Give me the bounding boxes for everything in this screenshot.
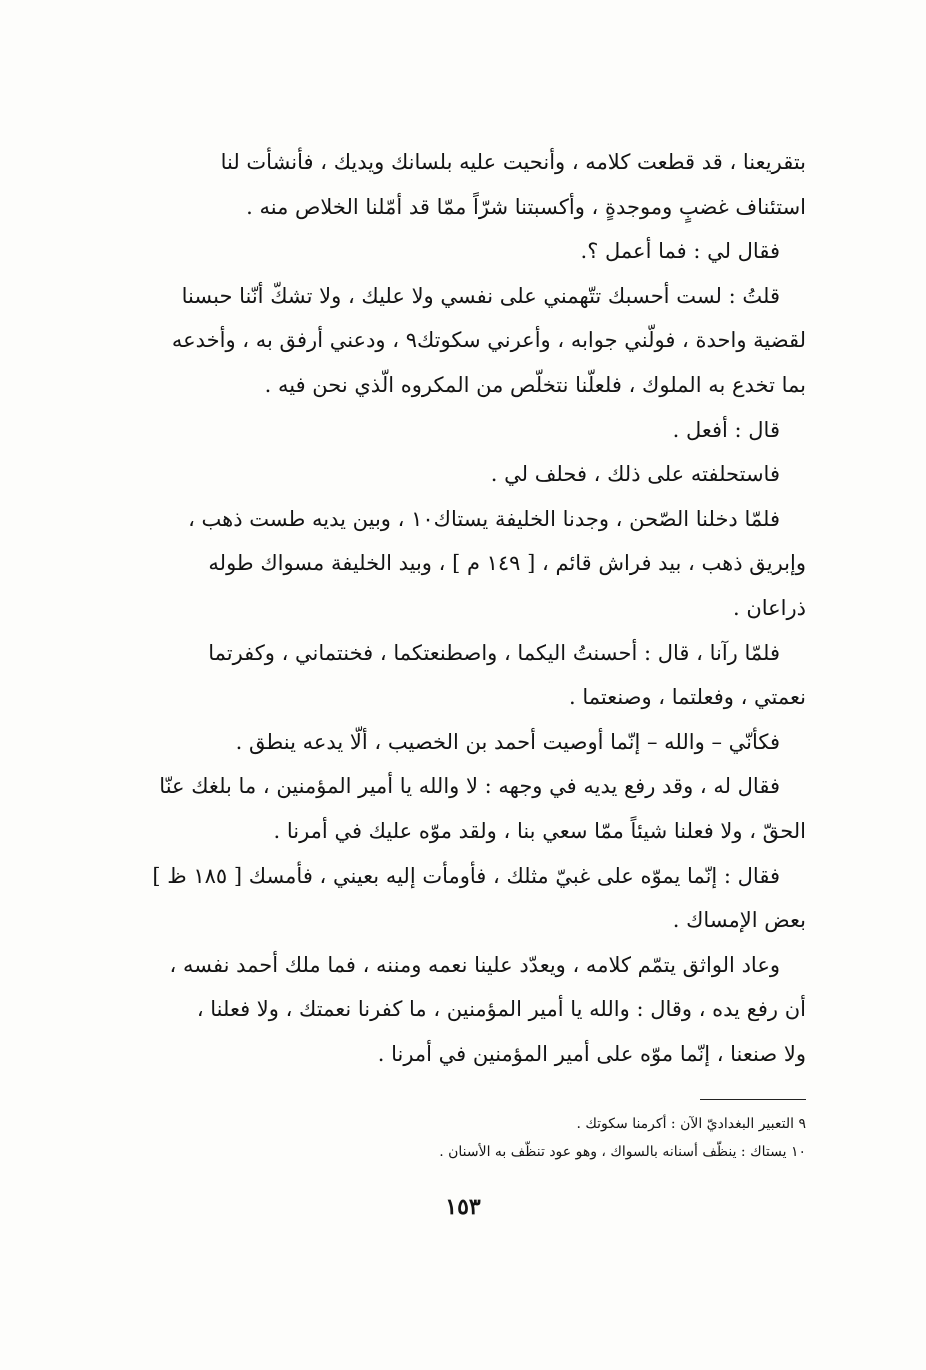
text-line: قال : أفعل . [672,417,780,442]
text-line: فلمّا دخلنا الصّحن ، وجدنا الخليفة يستاك١٠ ، وبين يديه طست ذهب ، [188,506,780,531]
text-line: الحقّ ، ولا فعلنا شيئاً ممّا سعي بنا ، ولقد موّه عليك في أمرنا . [273,818,806,843]
footnote-9: ٩ التعبير البغداديّ الآن : أكرمنا سكوتك . [576,1116,806,1132]
text-line: فلمّا رآنا ، قال : أحسنتُ اليكما ، واصطنعتكما ، فخنتماني ، وكفرتما [208,640,780,665]
text-line: فقال له ، وقد رفع يديه في وجهه : لا والله يا أمير المؤمنين ، ما بلغك عنّا [159,774,780,799]
text-line: قلتُ : لست أحسبك تتّهمني على نفسي ولا عليك ، ولا تشكّ أنّنا حبسنا [181,283,780,308]
text-line: استئناف غضبٍ وموجدةٍ ، وأكسبتنا شرّاً ممّا قد أمّلنا الخلاص منه . [246,194,806,219]
text-line: لقضية واحدة ، فولّني جوابه ، وأعرني سكوتك٩ ، ودعني أرفق به ، وأخدعه [171,328,806,353]
text-line: فاستحلفته على ذلك ، فحلف لي . [490,462,780,487]
text-line: وإبريق ذهب ، بيد فراش قائم ، [ ١٤٩ م ] ، وبيد الخليفة مسواك طوله [208,551,806,576]
text-line: نعمتي ، وفعلتما ، وصنعتما . [568,685,806,710]
text-line: فكأنّي – والله – إنّما أوصيت أحمد بن الخصيب ، ألّا يدعه ينطق . [235,729,780,754]
page-body [130,140,806,1076]
text-line: فقال : إنّما يموّه على غبيّ مثلك ، فأومأت إليه بعيني ، فأمسك [ ١٨٥ ظ ] [152,863,780,888]
footnote-10: ١٠ يستاك : ينظّف أسنانه بالسواك ، وهو عود تنظّف به الأسنان . [439,1144,806,1160]
text-line: بما تخدع به الملوك ، فلعلّنا نتخلّص من المكروه الّذي نحن فيه . [264,372,806,397]
text-line: بعض الإمساك . [672,908,806,933]
text-line: بتقريعنا ، قد قطعت كلامه ، وأنحيت عليه بلسانك ويديك ، فأنشأت لنا [220,150,806,174]
text-line: أن رفع يده ، وقال : والله يا أمير المؤمنين ، ما كفرنا نعمتك ، ولا فعلنا ، [196,997,806,1022]
text-line: ذراعان . [732,595,806,620]
text-line: وعاد الواثق يتمّم كلامه ، ويعدّد علينا نعمه ومننه ، فما ملك أحمد نفسه ، [169,952,780,977]
footnote-divider [700,1099,806,1100]
footnotes [130,1110,806,1166]
text-line: ولا صنعنا ، إنّما موّه على أمير المؤمنين في أمرنا . [377,1041,806,1066]
text-line: فقال لي : فما أعمل ؟. [580,239,780,264]
page-number: ١٥٣ [445,1194,481,1220]
